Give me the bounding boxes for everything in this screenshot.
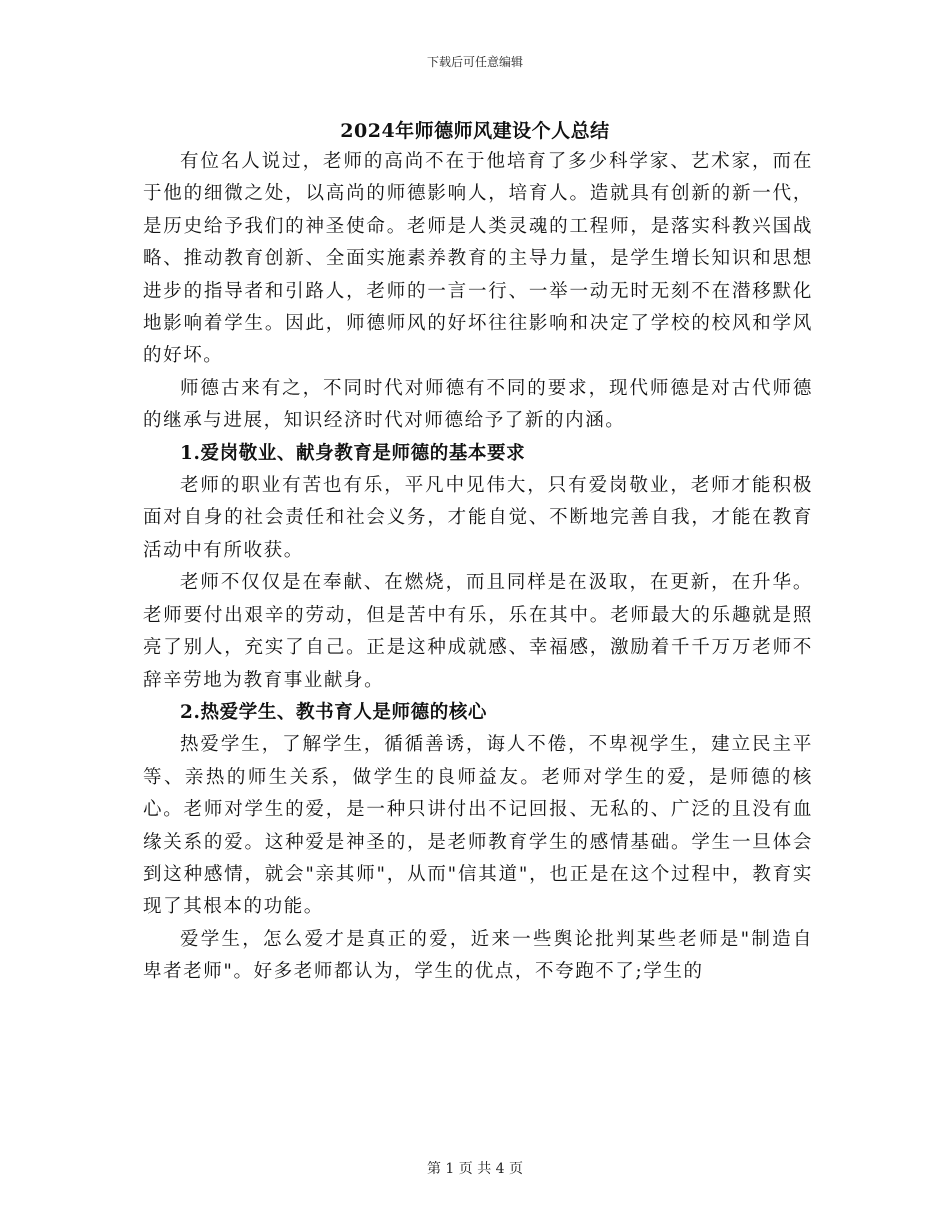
- paragraph-section2-b: 爱学生，怎么爱才是真正的爱，近来一些舆论批判某些老师是"制造自卑者老师"。好多老师都认为，学生的优点，不夸跑不了;学生的: [143, 928, 813, 983]
- section-heading-1: 1.爱岗敬业、献身教育是师德的基本要求: [180, 442, 526, 464]
- document-body: [143, 146, 813, 989]
- paragraph-section2-a: 热爱学生，了解学生，循循善诱，诲人不倦，不卑视学生，建立民主平等、亲热的师生关系，做学生的良师益友。老师对学生的爱，是师德的核心。老师对学生的爱，是一种只讲付出不记回报、无私的、广泛的且没有血缘关系的爱。这种爱是神圣的，是老师教育学生的感情基础。学生一旦体会到这种感情，就会"亲其师"，从而"信其道"，也正是在这个过程中，教育实现了其根本的功能。: [143, 734, 813, 918]
- paragraph-intro: 有位名人说过，老师的高尚不在于他培育了多少科学家、艺术家，而在于他的细微之处，以高尚的师德影响人，培育人。造就具有创新的新一代，是历史给予我们的神圣使命。老师是人类灵魂的工程师，是落实科教兴国战略、推动教育创新、全面实施素养教育的主导力量，是学生增长知识和思想进步的指导者和引路人，老师的一言一行、一举一动无时无刻不在潜移默化地影响着学生。因此，师德师风的好坏往往影响和决定了学校的校风和学风的好坏。: [143, 151, 813, 367]
- section-heading-2: 2.热爱学生、教书育人是师德的核心: [180, 701, 488, 723]
- document-title: 2024年师德师风建设个人总结: [340, 120, 610, 142]
- paragraph-section1-b: 老师不仅仅是在奉献、在燃烧，而且同样是在汲取，在更新，在升华。老师要付出艰辛的劳动，但是苦中有乐，乐在其中。老师最大的乐趣就是照亮了别人，充实了自己。正是这种成就感、幸福感，激励着千千万万老师不辞辛劳地为教育事业献身。: [143, 572, 813, 691]
- paragraph-history: 师德古来有之，不同时代对师德有不同的要求，现代师德是对古代师德的继承与进展，知识经济时代对师德给予了新的内涵。: [143, 377, 813, 432]
- page-header-note: 下载后可任意编辑: [426, 55, 523, 69]
- paragraph-section1-a: 老师的职业有苦也有乐，平凡中见伟大，只有爱岗敬业，老师才能积极面对自身的社会责任和社会义务，才能自觉、不断地完善自我，才能在教育活动中有所收获。: [143, 475, 813, 561]
- page-number: 第 1 页 共 4 页: [426, 1161, 524, 1177]
